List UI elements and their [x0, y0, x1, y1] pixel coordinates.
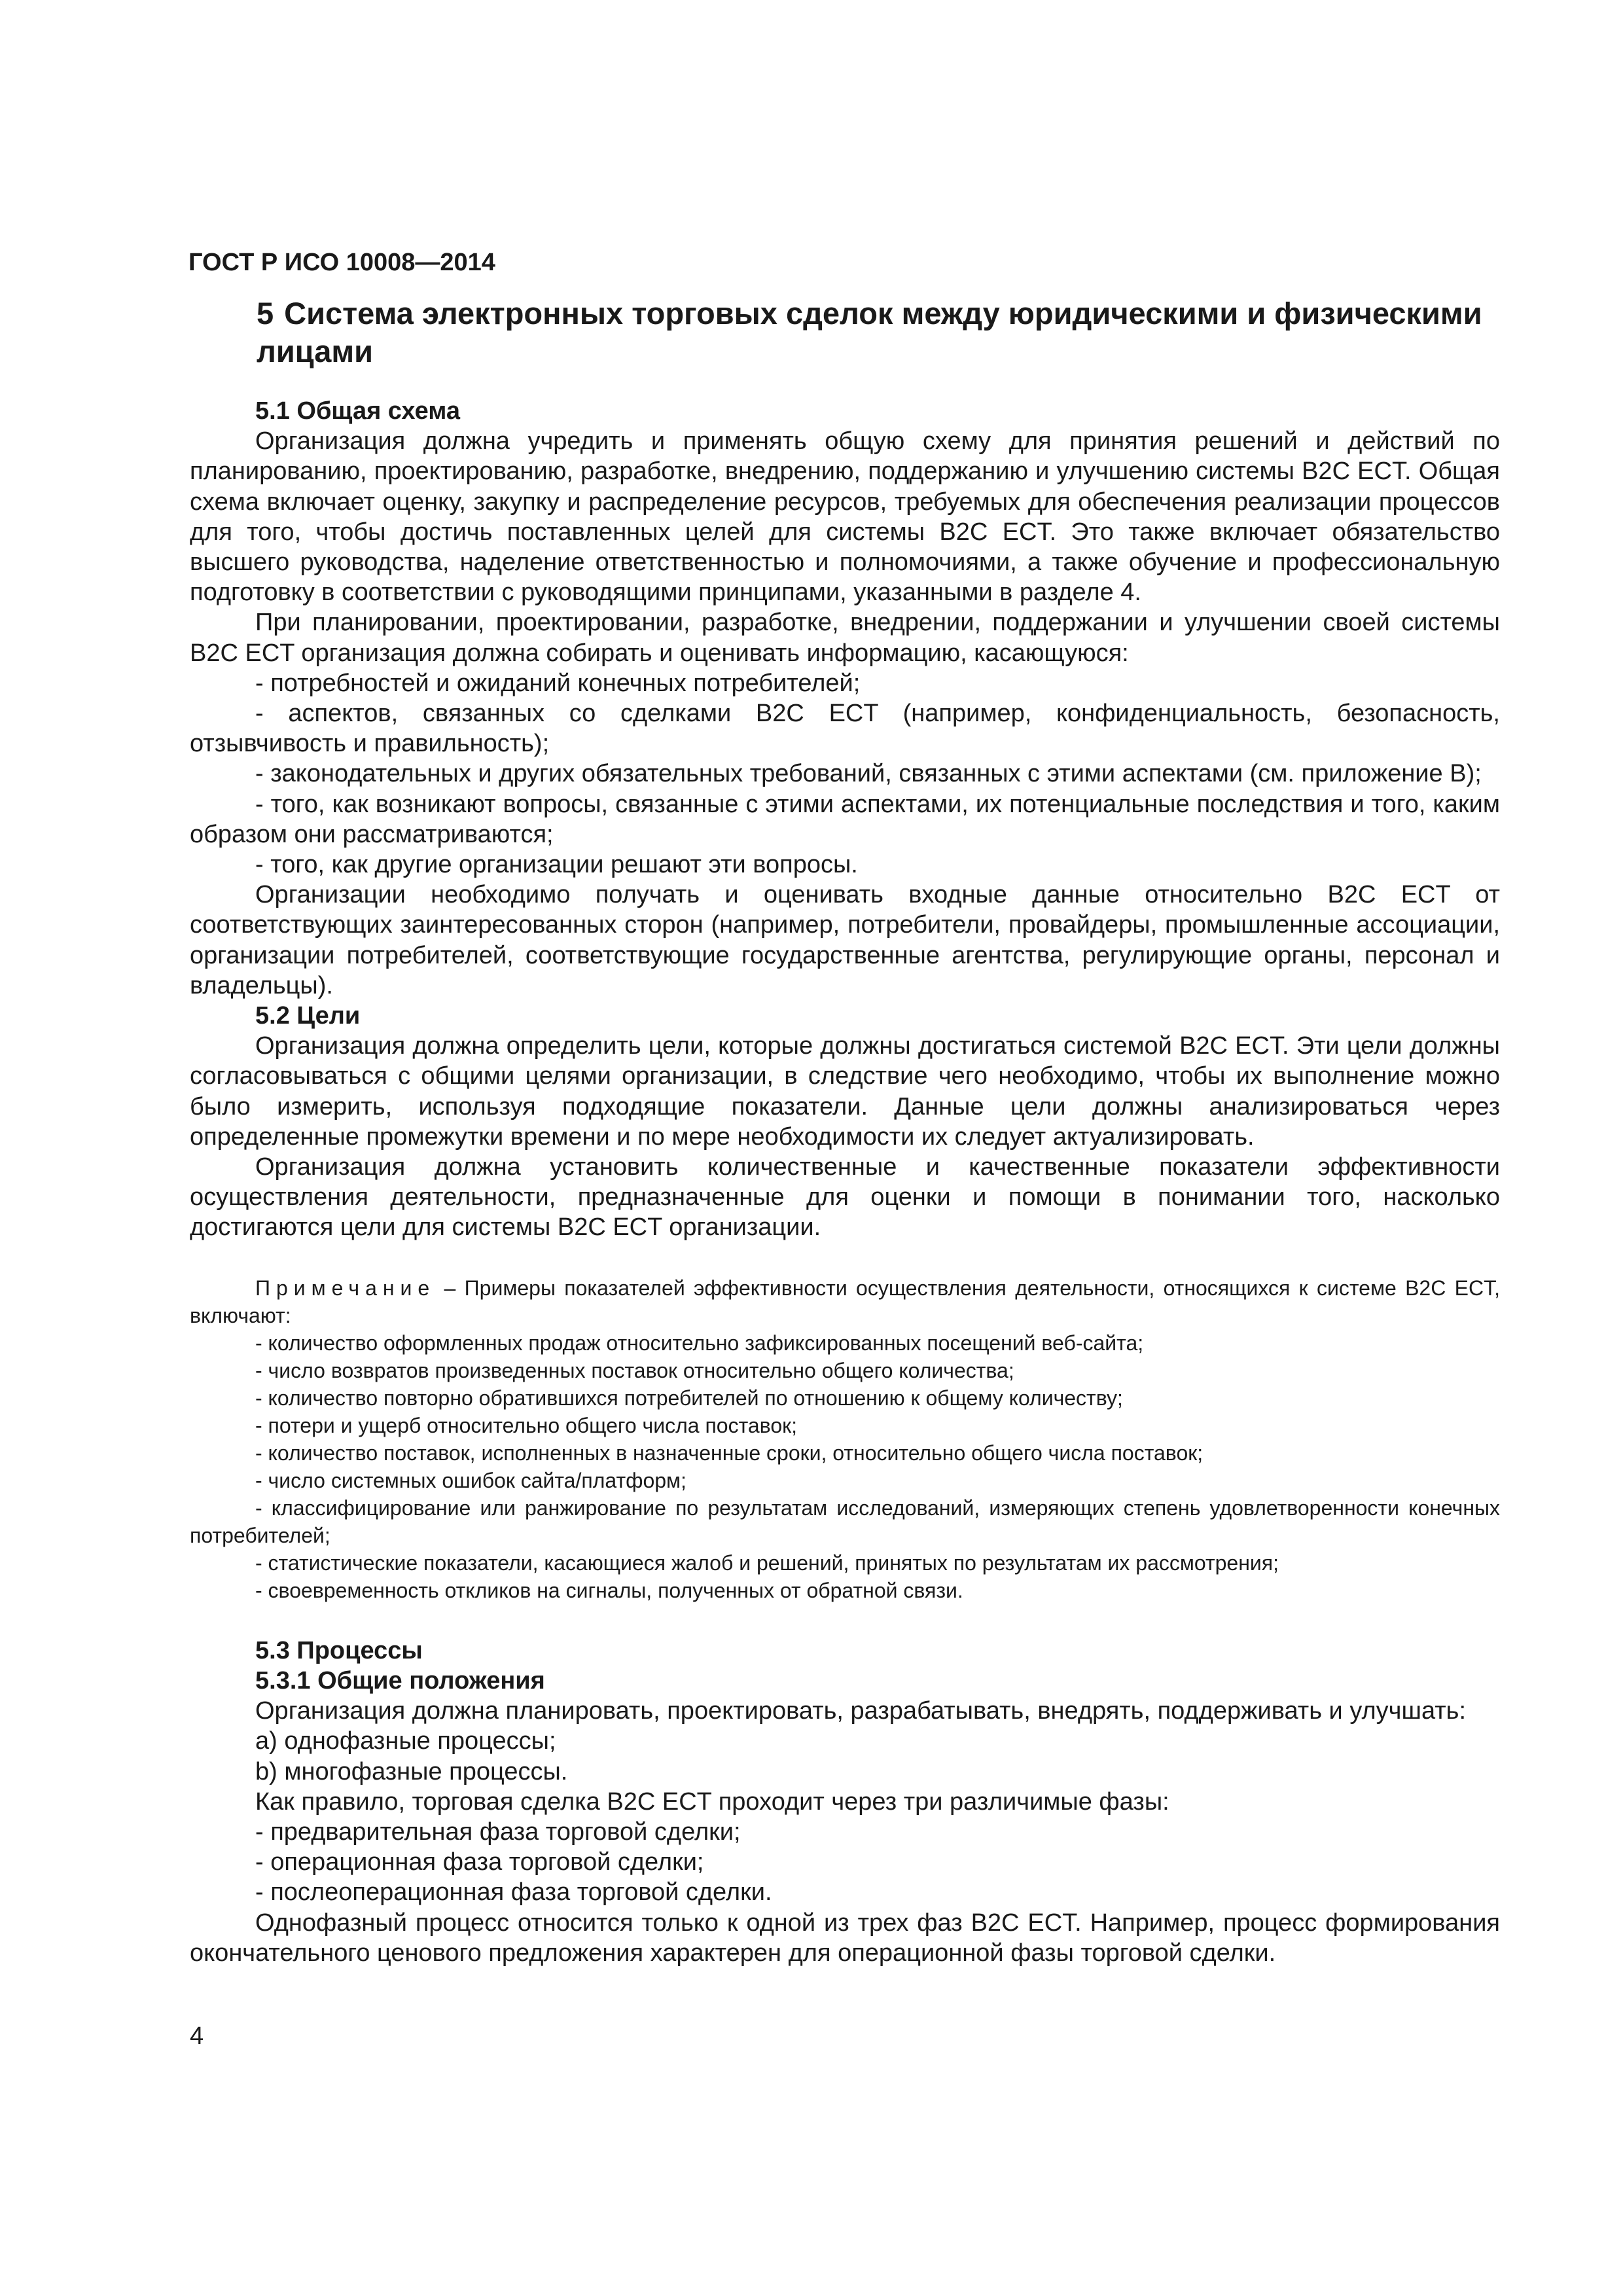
paragraph: Организация должна определить цели, которые должны достигаться системой B2C ECT. Эти цели должны согласовываться с общими целями организации, в следствие чего необходимо, чтобы их выполнение можно было измерить, используя подходящие показатели. Данные цели должны анализироваться через определенные промежутки времени и по мере необходимости их следует актуализировать.: [190, 1032, 1500, 1151]
heading-5-1: 5.1 Общая схема: [255, 397, 460, 425]
list-item: - послеоперационная фаза торговой сделки.: [255, 1878, 772, 1907]
list-item: - операционная фаза торговой сделки;: [255, 1848, 704, 1876]
standard-code: ГОСТ Р ИСО 10008—2014: [188, 249, 495, 276]
list-item: - того, как другие организации решают эти вопросы.: [255, 851, 858, 879]
note-item: - число системных ошибок сайта/платформ;: [255, 1468, 687, 1492]
note-block: [190, 1274, 1500, 1604]
section-number: 5: [257, 296, 274, 331]
section-title: [257, 295, 1500, 370]
note-label: Примечание: [255, 1276, 436, 1300]
list-item: - предварительная фаза торговой сделки;: [255, 1818, 741, 1846]
paragraph: Организация должна учредить и применять общую схему для принятия решений и действий по планированию, проектированию, разработке, внедрению, поддержанию и улучшению системы B2C ECT. Общая схема включает оценку, закупку и распределение ресурсов, требуемых для обеспечения реализации процессов для того, чтобы достичь поставленных целей для системы B2C ECT. Это также включает обязательство высшего руководства, наделение ответственностью и полномочиями, а также обучение и профессиональную подготовку в соответствии с руководящими принципами, указанными в разделе 4.: [190, 427, 1500, 607]
paragraph: При планировании, проектировании, разработке, внедрении, поддержании и улучшении своей системы B2C ECT организация должна собирать и оценивать информацию, касающуюся:: [190, 609, 1500, 667]
paragraph: Организация должна установить количественные и качественные показатели эффективности осуществления деятельности, предназначенные для оценки и помощи в понимании того, насколько достигаются цели для системы B2C ECT организации.: [190, 1153, 1500, 1242]
paragraph: Организации необходимо получать и оценивать входные данные относительно B2C ECT от соответствующих заинтересованных сторон (например, потребители, провайдеры, промышленные ассоциации, организации потребителей, соответствующие государственные агентства, регулирующие органы, персонал и владельцы).: [190, 881, 1500, 999]
note-item: - количество повторно обратившихся потребителей по отношению к общему количеству;: [255, 1386, 1123, 1410]
list-item: b) многофазные процессы.: [255, 1757, 568, 1785]
list-item: - законодательных и других обязательных требований, связанных с этими аспектами (см. приложение B);: [255, 760, 1482, 788]
page-number: 4: [190, 2022, 204, 2050]
paragraph: Как правило, торговая сделка B2C ECT проходит через три различимые фазы:: [255, 1787, 1169, 1816]
list-item: - потребностей и ожиданий конечных потребителей;: [255, 669, 861, 697]
heading-5-2: 5.2 Цели: [255, 1002, 361, 1030]
list-item: - аспектов, связанных со сделками B2C ECT (например, конфиденциальность, безопасность, отзывчивость и правильность);: [190, 700, 1500, 758]
list-item: a) однофазные процессы;: [255, 1727, 556, 1755]
note-intro: [190, 1274, 1500, 1329]
note-item: - потери и ущерб относительно общего числа поставок;: [255, 1413, 797, 1437]
heading-5-3: 5.3 Процессы: [255, 1636, 423, 1664]
paragraph: Однофазный процесс относится только к одной из трех фаз B2C ECT. Например, процесс формирования окончательного ценового предложения характерен для операционной фазы торговой сделки.: [190, 1909, 1500, 1967]
note-item: - количество оформленных продаж относительно зафиксированных посещений веб-сайта;: [255, 1331, 1144, 1355]
section-title-text: Система электронных торговых сделок между юридическими и физическими лицами: [257, 296, 1482, 368]
paragraph: Организация должна планировать, проектировать, разрабатывать, внедрять, поддерживать и улучшать:: [255, 1697, 1467, 1725]
heading-5-3-1: 5.3.1 Общие положения: [255, 1666, 545, 1695]
note-text: – Примеры показателей эффективности осуществления деятельности, относящихся к системе B2C ECT, включают:: [190, 1276, 1500, 1327]
note-item: - своевременность откликов на сигналы, полученных от обратной связи.: [255, 1578, 963, 1602]
note-item: - классифицирование или ранжирование по результатам исследований, измеряющих степень удовлетворенности конечных потребителей;: [190, 1496, 1500, 1547]
note-item: - число возвратов произведенных поставок относительно общего количества;: [255, 1358, 1014, 1382]
list-item: - того, как возникают вопросы, связанные с этими аспектами, их потенциальные последствия и того, каким образом они рассматриваются;: [190, 790, 1500, 848]
note-item: - статистические показатели, касающиеся жалоб и решений, принятых по результатам их рассмотрения;: [255, 1551, 1279, 1575]
document-body: [190, 396, 1500, 1968]
note-item: - количество поставок, исполненных в назначенные сроки, относительно общего числа поставок;: [255, 1441, 1204, 1465]
